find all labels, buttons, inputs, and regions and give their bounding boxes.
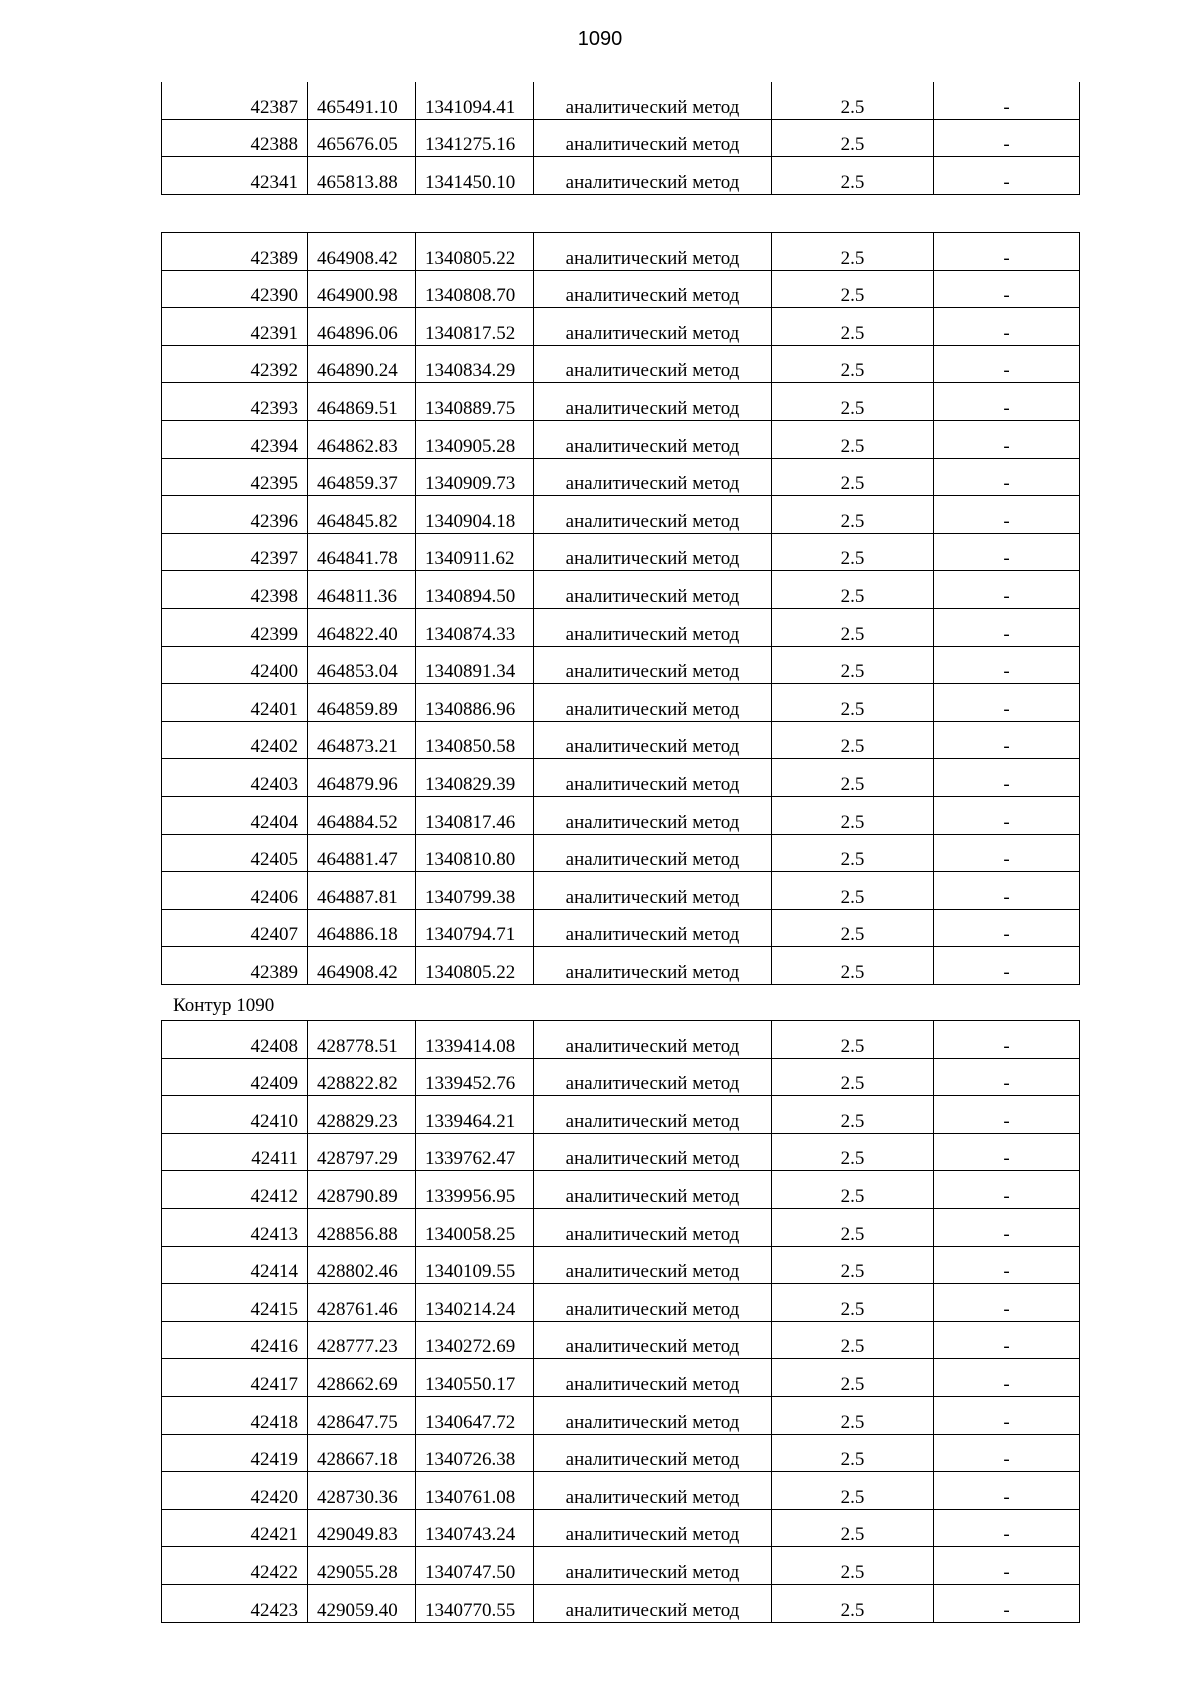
y-coordinate-cell: 1340909.73 bbox=[416, 458, 534, 496]
accuracy-cell: 2.5 bbox=[772, 1208, 934, 1246]
y-coordinate-cell: 1340770.55 bbox=[416, 1584, 534, 1622]
table-row bbox=[162, 684, 1080, 722]
y-coordinate-cell: 1341450.10 bbox=[416, 157, 534, 195]
method-cell: аналитический метод bbox=[534, 1547, 772, 1585]
point-number-cell: 42404 bbox=[162, 796, 308, 834]
table-row bbox=[162, 608, 1080, 646]
table-row bbox=[162, 233, 1080, 271]
x-coordinate-cell: 428647.75 bbox=[308, 1396, 416, 1434]
method-cell: аналитический метод bbox=[534, 533, 772, 571]
point-number-cell: 42419 bbox=[162, 1434, 308, 1472]
method-cell: аналитический метод bbox=[534, 872, 772, 910]
method-cell: аналитический метод bbox=[534, 1434, 772, 1472]
x-coordinate-cell: 428790.89 bbox=[308, 1171, 416, 1209]
x-coordinate-cell: 428777.23 bbox=[308, 1321, 416, 1359]
point-number-cell: 42417 bbox=[162, 1359, 308, 1397]
accuracy-cell: 2.5 bbox=[772, 383, 934, 421]
accuracy-cell: 2.5 bbox=[772, 533, 934, 571]
x-coordinate-cell: 428730.36 bbox=[308, 1472, 416, 1510]
method-cell: аналитический метод bbox=[534, 684, 772, 722]
y-coordinate-cell: 1340214.24 bbox=[416, 1284, 534, 1322]
table-row bbox=[162, 1584, 1080, 1622]
x-coordinate-cell: 464811.36 bbox=[308, 571, 416, 609]
y-coordinate-cell: 1339452.76 bbox=[416, 1058, 534, 1096]
y-coordinate-cell: 1340726.38 bbox=[416, 1434, 534, 1472]
y-coordinate-cell: 1340743.24 bbox=[416, 1509, 534, 1547]
accuracy-cell: 2.5 bbox=[772, 1472, 934, 1510]
table-row bbox=[162, 796, 1080, 834]
method-cell: аналитический метод bbox=[534, 1321, 772, 1359]
accuracy-cell: 2.5 bbox=[772, 1133, 934, 1171]
note-cell: - bbox=[934, 496, 1080, 534]
note-cell: - bbox=[934, 82, 1080, 119]
point-number-cell: 42406 bbox=[162, 872, 308, 910]
accuracy-cell: 2.5 bbox=[772, 1058, 934, 1096]
accuracy-cell: 2.5 bbox=[772, 270, 934, 308]
coordinates-table-contour-1090 bbox=[161, 1020, 1080, 1623]
method-cell: аналитический метод bbox=[534, 1509, 772, 1547]
method-cell: аналитический метод bbox=[534, 1133, 772, 1171]
point-number-cell: 42397 bbox=[162, 533, 308, 571]
coordinates-table-continued bbox=[161, 82, 1080, 195]
accuracy-cell: 2.5 bbox=[772, 571, 934, 609]
note-cell: - bbox=[934, 1058, 1080, 1096]
y-coordinate-cell: 1339956.95 bbox=[416, 1171, 534, 1209]
point-number-cell: 42402 bbox=[162, 721, 308, 759]
note-cell: - bbox=[934, 1321, 1080, 1359]
method-cell: аналитический метод bbox=[534, 1021, 772, 1059]
point-number-cell: 42394 bbox=[162, 420, 308, 458]
x-coordinate-cell: 464908.42 bbox=[308, 233, 416, 271]
point-number-cell: 42395 bbox=[162, 458, 308, 496]
x-coordinate-cell: 464873.21 bbox=[308, 721, 416, 759]
method-cell: аналитический метод bbox=[534, 383, 772, 421]
x-coordinate-cell: 464859.37 bbox=[308, 458, 416, 496]
x-coordinate-cell: 464845.82 bbox=[308, 496, 416, 534]
point-number-cell: 42403 bbox=[162, 759, 308, 797]
table-row bbox=[162, 533, 1080, 571]
point-number-cell: 42390 bbox=[162, 270, 308, 308]
y-coordinate-cell: 1340817.46 bbox=[416, 796, 534, 834]
method-cell: аналитический метод bbox=[534, 834, 772, 872]
y-coordinate-cell: 1339414.08 bbox=[416, 1021, 534, 1059]
table-row bbox=[162, 383, 1080, 421]
note-cell: - bbox=[934, 533, 1080, 571]
point-number-cell: 42409 bbox=[162, 1058, 308, 1096]
y-coordinate-cell: 1340550.17 bbox=[416, 1359, 534, 1397]
method-cell: аналитический метод bbox=[534, 1359, 772, 1397]
note-cell: - bbox=[934, 1547, 1080, 1585]
note-cell: - bbox=[934, 1284, 1080, 1322]
point-number-cell: 42422 bbox=[162, 1547, 308, 1585]
method-cell: аналитический метод bbox=[534, 119, 772, 157]
y-coordinate-cell: 1340794.71 bbox=[416, 909, 534, 947]
y-coordinate-cell: 1340889.75 bbox=[416, 383, 534, 421]
note-cell: - bbox=[934, 119, 1080, 157]
table-row bbox=[162, 1171, 1080, 1209]
x-coordinate-cell: 464859.89 bbox=[308, 684, 416, 722]
x-coordinate-cell: 429059.40 bbox=[308, 1584, 416, 1622]
x-coordinate-cell: 428797.29 bbox=[308, 1133, 416, 1171]
method-cell: аналитический метод bbox=[534, 233, 772, 271]
x-coordinate-cell: 464881.47 bbox=[308, 834, 416, 872]
method-cell: аналитический метод bbox=[534, 308, 772, 346]
table-row bbox=[162, 82, 1080, 119]
note-cell: - bbox=[934, 157, 1080, 195]
method-cell: аналитический метод bbox=[534, 157, 772, 195]
y-coordinate-cell: 1340817.52 bbox=[416, 308, 534, 346]
y-coordinate-cell: 1340799.38 bbox=[416, 872, 534, 910]
method-cell: аналитический метод bbox=[534, 1171, 772, 1209]
method-cell: аналитический метод bbox=[534, 796, 772, 834]
method-cell: аналитический метод bbox=[534, 82, 772, 119]
note-cell: - bbox=[934, 608, 1080, 646]
note-cell: - bbox=[934, 1396, 1080, 1434]
note-cell: - bbox=[934, 1246, 1080, 1284]
table-row bbox=[162, 119, 1080, 157]
y-coordinate-cell: 1340272.69 bbox=[416, 1321, 534, 1359]
point-number-cell: 42416 bbox=[162, 1321, 308, 1359]
y-coordinate-cell: 1340808.70 bbox=[416, 270, 534, 308]
table-row bbox=[162, 1284, 1080, 1322]
point-number-cell: 42405 bbox=[162, 834, 308, 872]
x-coordinate-cell: 464822.40 bbox=[308, 608, 416, 646]
y-coordinate-cell: 1340829.39 bbox=[416, 759, 534, 797]
accuracy-cell: 2.5 bbox=[772, 1359, 934, 1397]
accuracy-cell: 2.5 bbox=[772, 909, 934, 947]
accuracy-cell: 2.5 bbox=[772, 157, 934, 195]
x-coordinate-cell: 428667.18 bbox=[308, 1434, 416, 1472]
contour-label: Контур 1090 bbox=[173, 995, 275, 1016]
accuracy-cell: 2.5 bbox=[772, 1284, 934, 1322]
x-coordinate-cell: 464886.18 bbox=[308, 909, 416, 947]
point-number-cell: 42413 bbox=[162, 1208, 308, 1246]
accuracy-cell: 2.5 bbox=[772, 1171, 934, 1209]
accuracy-cell: 2.5 bbox=[772, 796, 934, 834]
note-cell: - bbox=[934, 684, 1080, 722]
point-number-cell: 42400 bbox=[162, 646, 308, 684]
note-cell: - bbox=[934, 1434, 1080, 1472]
note-cell: - bbox=[934, 909, 1080, 947]
point-number-cell: 42396 bbox=[162, 496, 308, 534]
x-coordinate-cell: 428778.51 bbox=[308, 1021, 416, 1059]
point-number-cell: 42398 bbox=[162, 571, 308, 609]
method-cell: аналитический метод bbox=[534, 571, 772, 609]
note-cell: - bbox=[934, 1509, 1080, 1547]
note-cell: - bbox=[934, 308, 1080, 346]
accuracy-cell: 2.5 bbox=[772, 834, 934, 872]
y-coordinate-cell: 1340761.08 bbox=[416, 1472, 534, 1510]
method-cell: аналитический метод bbox=[534, 270, 772, 308]
accuracy-cell: 2.5 bbox=[772, 458, 934, 496]
coordinates-table-contour bbox=[161, 232, 1080, 985]
y-coordinate-cell: 1340834.29 bbox=[416, 345, 534, 383]
point-number-cell: 42341 bbox=[162, 157, 308, 195]
accuracy-cell: 2.5 bbox=[772, 646, 934, 684]
note-cell: - bbox=[934, 1171, 1080, 1209]
table-row bbox=[162, 1021, 1080, 1059]
y-coordinate-cell: 1340058.25 bbox=[416, 1208, 534, 1246]
table-row bbox=[162, 420, 1080, 458]
table-row bbox=[162, 571, 1080, 609]
x-coordinate-cell: 464884.52 bbox=[308, 796, 416, 834]
accuracy-cell: 2.5 bbox=[772, 1434, 934, 1472]
table-row bbox=[162, 345, 1080, 383]
y-coordinate-cell: 1341275.16 bbox=[416, 119, 534, 157]
method-cell: аналитический метод bbox=[534, 458, 772, 496]
table-row bbox=[162, 1509, 1080, 1547]
x-coordinate-cell: 428829.23 bbox=[308, 1096, 416, 1134]
point-number-cell: 42421 bbox=[162, 1509, 308, 1547]
table-row bbox=[162, 721, 1080, 759]
table-row bbox=[162, 947, 1080, 985]
table-row bbox=[162, 1359, 1080, 1397]
method-cell: аналитический метод bbox=[534, 1058, 772, 1096]
x-coordinate-cell: 464853.04 bbox=[308, 646, 416, 684]
x-coordinate-cell: 464869.51 bbox=[308, 383, 416, 421]
point-number-cell: 42420 bbox=[162, 1472, 308, 1510]
table-row bbox=[162, 1321, 1080, 1359]
method-cell: аналитический метод bbox=[534, 345, 772, 383]
y-coordinate-cell: 1340874.33 bbox=[416, 608, 534, 646]
note-cell: - bbox=[934, 270, 1080, 308]
method-cell: аналитический метод bbox=[534, 420, 772, 458]
method-cell: аналитический метод bbox=[534, 1208, 772, 1246]
x-coordinate-cell: 429055.28 bbox=[308, 1547, 416, 1585]
accuracy-cell: 2.5 bbox=[772, 872, 934, 910]
table-row bbox=[162, 646, 1080, 684]
table-row bbox=[162, 909, 1080, 947]
accuracy-cell: 2.5 bbox=[772, 233, 934, 271]
table-row bbox=[162, 1472, 1080, 1510]
y-coordinate-cell: 1340850.58 bbox=[416, 721, 534, 759]
y-coordinate-cell: 1340810.80 bbox=[416, 834, 534, 872]
method-cell: аналитический метод bbox=[534, 496, 772, 534]
method-cell: аналитический метод bbox=[534, 1246, 772, 1284]
table-row bbox=[162, 1246, 1080, 1284]
table-row bbox=[162, 1133, 1080, 1171]
point-number-cell: 42387 bbox=[162, 82, 308, 119]
note-cell: - bbox=[934, 721, 1080, 759]
method-cell: аналитический метод bbox=[534, 1096, 772, 1134]
page-number: 1090 bbox=[577, 28, 623, 50]
note-cell: - bbox=[934, 383, 1080, 421]
x-coordinate-cell: 464879.96 bbox=[308, 759, 416, 797]
accuracy-cell: 2.5 bbox=[772, 721, 934, 759]
method-cell: аналитический метод bbox=[534, 759, 772, 797]
method-cell: аналитический метод bbox=[534, 721, 772, 759]
accuracy-cell: 2.5 bbox=[772, 1246, 934, 1284]
method-cell: аналитический метод bbox=[534, 1472, 772, 1510]
note-cell: - bbox=[934, 1021, 1080, 1059]
x-coordinate-cell: 428822.82 bbox=[308, 1058, 416, 1096]
y-coordinate-cell: 1340894.50 bbox=[416, 571, 534, 609]
accuracy-cell: 2.5 bbox=[772, 496, 934, 534]
method-cell: аналитический метод bbox=[534, 909, 772, 947]
accuracy-cell: 2.5 bbox=[772, 119, 934, 157]
table-row bbox=[162, 270, 1080, 308]
note-cell: - bbox=[934, 571, 1080, 609]
y-coordinate-cell: 1341094.41 bbox=[416, 82, 534, 119]
note-cell: - bbox=[934, 1133, 1080, 1171]
note-cell: - bbox=[934, 759, 1080, 797]
method-cell: аналитический метод bbox=[534, 646, 772, 684]
accuracy-cell: 2.5 bbox=[772, 1396, 934, 1434]
method-cell: аналитический метод bbox=[534, 1284, 772, 1322]
y-coordinate-cell: 1339762.47 bbox=[416, 1133, 534, 1171]
x-coordinate-cell: 464862.83 bbox=[308, 420, 416, 458]
point-number-cell: 42392 bbox=[162, 345, 308, 383]
table-row bbox=[162, 157, 1080, 195]
y-coordinate-cell: 1340647.72 bbox=[416, 1396, 534, 1434]
point-number-cell: 42418 bbox=[162, 1396, 308, 1434]
note-cell: - bbox=[934, 646, 1080, 684]
point-number-cell: 42399 bbox=[162, 608, 308, 646]
accuracy-cell: 2.5 bbox=[772, 1584, 934, 1622]
note-cell: - bbox=[934, 345, 1080, 383]
y-coordinate-cell: 1340747.50 bbox=[416, 1547, 534, 1585]
accuracy-cell: 2.5 bbox=[772, 1096, 934, 1134]
table-row bbox=[162, 759, 1080, 797]
note-cell: - bbox=[934, 458, 1080, 496]
x-coordinate-cell: 428802.46 bbox=[308, 1246, 416, 1284]
table-row bbox=[162, 496, 1080, 534]
note-cell: - bbox=[934, 872, 1080, 910]
y-coordinate-cell: 1340911.62 bbox=[416, 533, 534, 571]
table-row bbox=[162, 1058, 1080, 1096]
y-coordinate-cell: 1340905.28 bbox=[416, 420, 534, 458]
y-coordinate-cell: 1340886.96 bbox=[416, 684, 534, 722]
table-row bbox=[162, 458, 1080, 496]
x-coordinate-cell: 464890.24 bbox=[308, 345, 416, 383]
method-cell: аналитический метод bbox=[534, 608, 772, 646]
x-coordinate-cell: 428662.69 bbox=[308, 1359, 416, 1397]
y-coordinate-cell: 1339464.21 bbox=[416, 1096, 534, 1134]
note-cell: - bbox=[934, 834, 1080, 872]
accuracy-cell: 2.5 bbox=[772, 1321, 934, 1359]
note-cell: - bbox=[934, 796, 1080, 834]
accuracy-cell: 2.5 bbox=[772, 420, 934, 458]
point-number-cell: 42415 bbox=[162, 1284, 308, 1322]
note-cell: - bbox=[934, 1472, 1080, 1510]
point-number-cell: 42393 bbox=[162, 383, 308, 421]
point-number-cell: 42414 bbox=[162, 1246, 308, 1284]
y-coordinate-cell: 1340109.55 bbox=[416, 1246, 534, 1284]
y-coordinate-cell: 1340904.18 bbox=[416, 496, 534, 534]
x-coordinate-cell: 465491.10 bbox=[308, 82, 416, 119]
note-cell: - bbox=[934, 420, 1080, 458]
x-coordinate-cell: 464908.42 bbox=[308, 947, 416, 985]
point-number-cell: 42411 bbox=[162, 1133, 308, 1171]
note-cell: - bbox=[934, 1096, 1080, 1134]
point-number-cell: 42423 bbox=[162, 1584, 308, 1622]
y-coordinate-cell: 1340891.34 bbox=[416, 646, 534, 684]
accuracy-cell: 2.5 bbox=[772, 608, 934, 646]
point-number-cell: 42410 bbox=[162, 1096, 308, 1134]
x-coordinate-cell: 429049.83 bbox=[308, 1509, 416, 1547]
note-cell: - bbox=[934, 947, 1080, 985]
table-row bbox=[162, 1096, 1080, 1134]
table-row bbox=[162, 834, 1080, 872]
table-row bbox=[162, 872, 1080, 910]
point-number-cell: 42391 bbox=[162, 308, 308, 346]
accuracy-cell: 2.5 bbox=[772, 345, 934, 383]
accuracy-cell: 2.5 bbox=[772, 1547, 934, 1585]
point-number-cell: 42401 bbox=[162, 684, 308, 722]
accuracy-cell: 2.5 bbox=[772, 1509, 934, 1547]
accuracy-cell: 2.5 bbox=[772, 684, 934, 722]
x-coordinate-cell: 464841.78 bbox=[308, 533, 416, 571]
table-row bbox=[162, 1547, 1080, 1585]
note-cell: - bbox=[934, 1359, 1080, 1397]
y-coordinate-cell: 1340805.22 bbox=[416, 947, 534, 985]
point-number-cell: 42389 bbox=[162, 233, 308, 271]
accuracy-cell: 2.5 bbox=[772, 308, 934, 346]
method-cell: аналитический метод bbox=[534, 1584, 772, 1622]
x-coordinate-cell: 464887.81 bbox=[308, 872, 416, 910]
x-coordinate-cell: 465676.05 bbox=[308, 119, 416, 157]
table-row bbox=[162, 1434, 1080, 1472]
accuracy-cell: 2.5 bbox=[772, 759, 934, 797]
table-row bbox=[162, 1208, 1080, 1246]
note-cell: - bbox=[934, 1208, 1080, 1246]
point-number-cell: 42389 bbox=[162, 947, 308, 985]
method-cell: аналитический метод bbox=[534, 947, 772, 985]
point-number-cell: 42388 bbox=[162, 119, 308, 157]
note-cell: - bbox=[934, 233, 1080, 271]
y-coordinate-cell: 1340805.22 bbox=[416, 233, 534, 271]
method-cell: аналитический метод bbox=[534, 1396, 772, 1434]
point-number-cell: 42412 bbox=[162, 1171, 308, 1209]
table-row bbox=[162, 308, 1080, 346]
note-cell: - bbox=[934, 1584, 1080, 1622]
accuracy-cell: 2.5 bbox=[772, 947, 934, 985]
x-coordinate-cell: 428761.46 bbox=[308, 1284, 416, 1322]
point-number-cell: 42407 bbox=[162, 909, 308, 947]
point-number-cell: 42408 bbox=[162, 1021, 308, 1059]
table-row bbox=[162, 1396, 1080, 1434]
x-coordinate-cell: 464896.06 bbox=[308, 308, 416, 346]
x-coordinate-cell: 428856.88 bbox=[308, 1208, 416, 1246]
x-coordinate-cell: 464900.98 bbox=[308, 270, 416, 308]
x-coordinate-cell: 465813.88 bbox=[308, 157, 416, 195]
accuracy-cell: 2.5 bbox=[772, 1021, 934, 1059]
accuracy-cell: 2.5 bbox=[772, 82, 934, 119]
